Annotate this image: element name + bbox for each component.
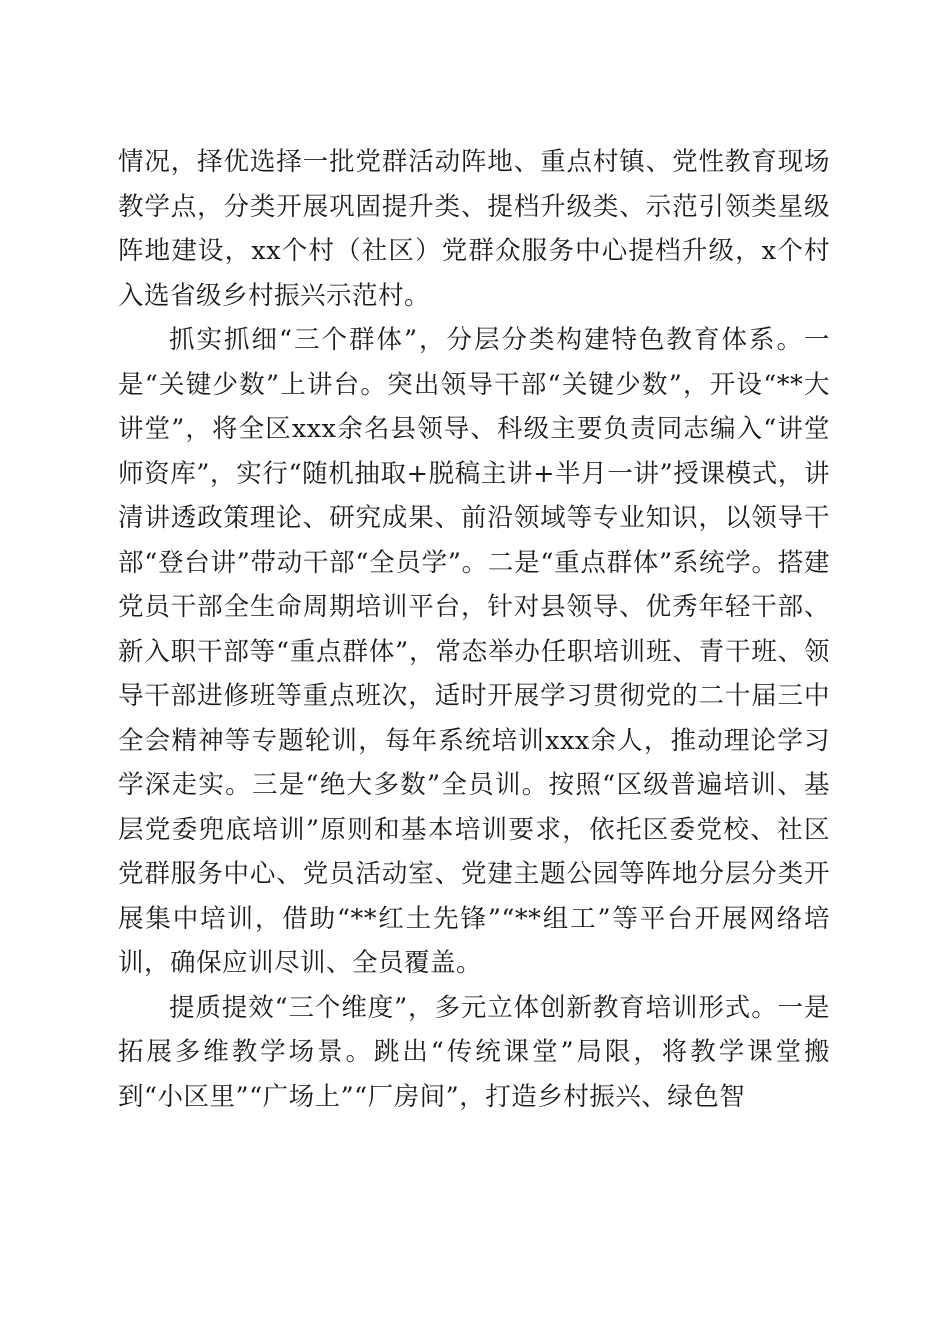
document-body [118, 140, 830, 1119]
paragraph-3: 提质提效“三个维度”，多元立体创新教育培训形式。一是拓展多维教学场景。跳出“传统课堂”局限，将教学课堂搬到“小区里”“广场上”“厂房间”，打造乡村振兴、绿色智 [118, 992, 830, 1112]
paragraph-1: 情况，择优选择一批党群活动阵地、重点村镇、党性教育现场教学点，分类开展巩固提升类、提档升级类、示范引领类星级阵地建设，xx个村（社区）党群众服务中心提档升级，x个村入选省级乡村振兴示范村。 [118, 147, 830, 311]
paragraph-2: 抓实抓细“三个群体”，分层分类构建特色教育体系。一是“关键少数”上讲台。突出领导干部“关键少数”，开设“**大讲堂”，将全区xxx余名县领导、科级主要负责同志编入“讲堂师资库”，实行“随机抽取+脱稿主讲+半月一讲”授课模式，讲清讲透政策理论、研究成果、前沿领域等专业知识，以领导干部“登台讲”带动干部“全员学”。二是“重点群体”系统学。搭建党员干部全生命周期培训平台，针对县领导、优秀年轻干部、新入职干部等“重点群体”，常态举办任职培训班、青干班、领导干部进修班等重点班次，适时开展学习贯彻党的二十届三中全会精神等专题轮训，每年系统培训xxx余人，推动理论学习学深走实。三是“绝大多数”全员训。按照“区级普遍培训、基层党委兜底培训”原则和基本培训要求，依托区委党校、社区党群服务中心、党员活动室、党建主题公园等阵地分层分类开展集中培训，借助“**红土先锋”“**组工”等平台开展网络培训，确保应训尽训、全员覆盖。 [118, 325, 830, 978]
